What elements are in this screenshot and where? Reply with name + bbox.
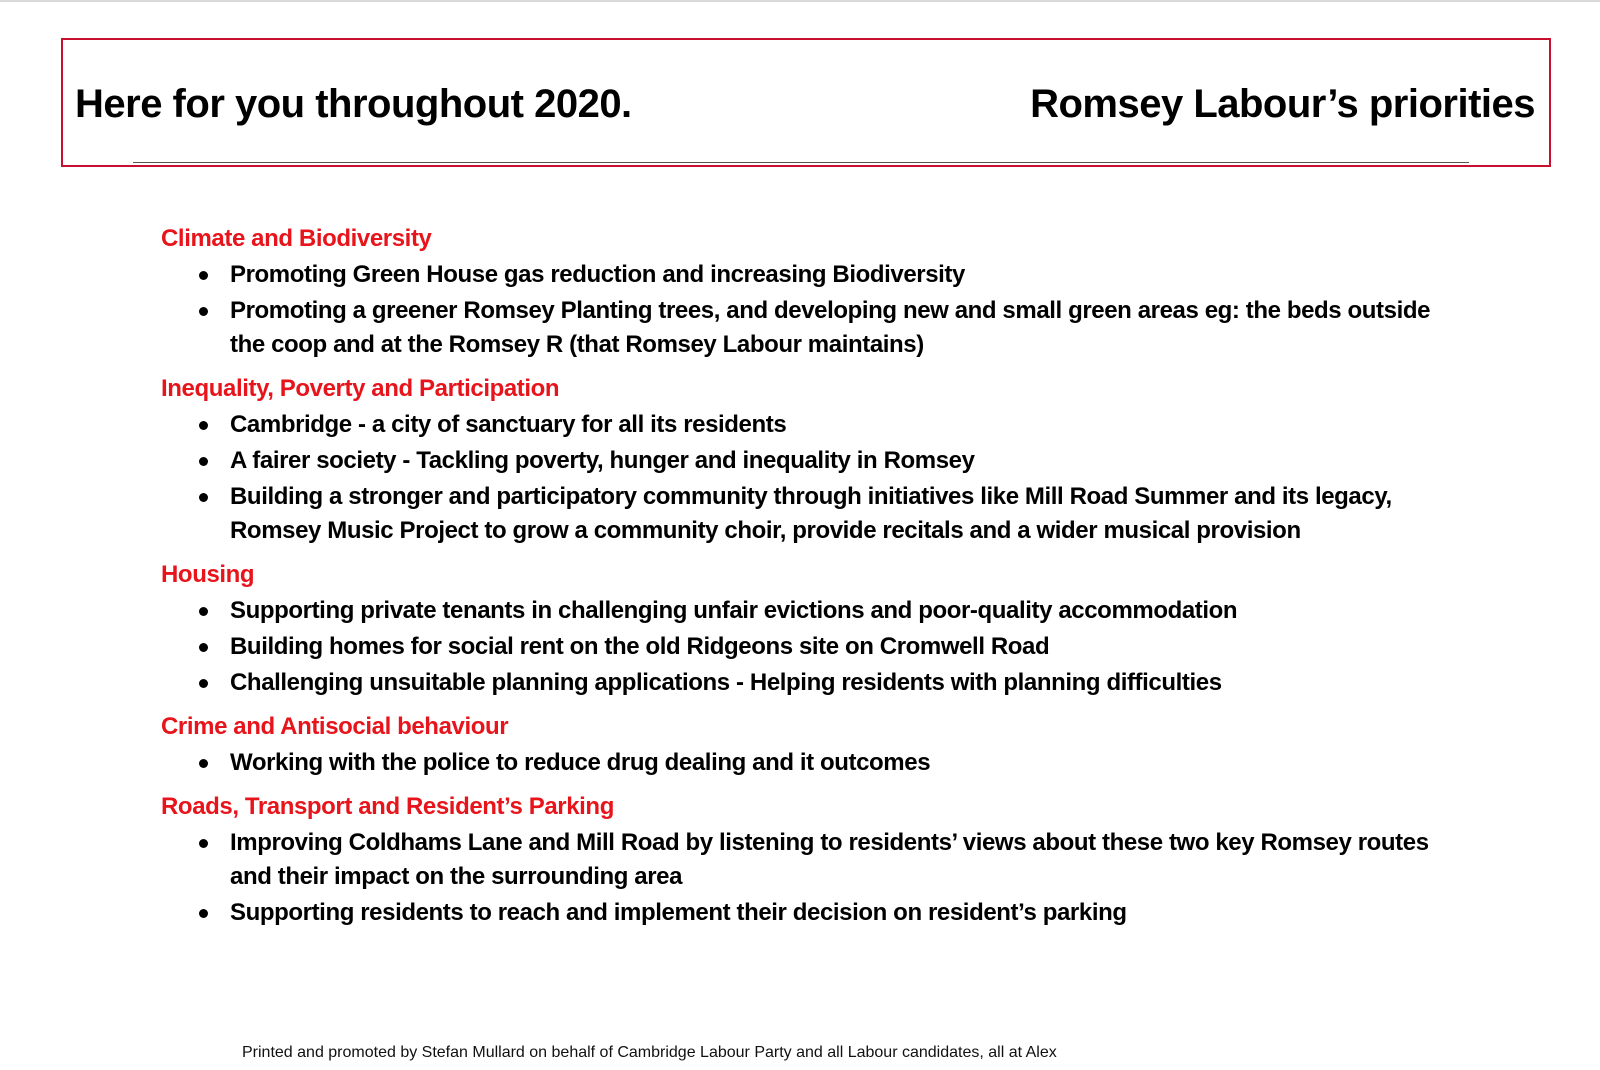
bullet-list <box>161 258 1461 362</box>
bullet-icon <box>199 457 208 466</box>
list-item-text: Challenging unsuitable planning applications - Helping residents with planning difficulties <box>230 669 1222 696</box>
bullet-list <box>161 826 1461 930</box>
list-item <box>161 258 1461 292</box>
bullet-icon <box>199 909 208 918</box>
bullet-icon <box>199 839 208 848</box>
bullet-icon <box>199 607 208 616</box>
page-top-edge <box>0 0 1600 2</box>
list-item-text: Supporting private tenants in challenging unfair evictions and poor-quality accommodation <box>230 597 1238 624</box>
section-heading: Inequality, Poverty and Participation <box>161 375 560 402</box>
bullet-icon <box>199 679 208 688</box>
bullet-icon <box>199 759 208 768</box>
list-item-text: Supporting residents to reach and implement their decision on resident’s parking <box>230 899 1127 926</box>
section-roads <box>161 790 1461 930</box>
list-item <box>161 896 1461 930</box>
list-item-text: Building homes for social rent on the old Ridgeons site on Cromwell Road <box>230 633 1050 660</box>
section-crime <box>161 710 1461 780</box>
list-item-text: Promoting a greener Romsey Planting trees, and developing new and small green areas eg: the beds outside the coop and at the Romsey R (that Romsey Labour maintains) <box>230 297 1431 358</box>
list-item <box>161 630 1461 664</box>
list-item <box>161 594 1461 628</box>
list-item <box>161 444 1461 478</box>
bullet-list <box>161 408 1461 548</box>
section-climate <box>161 222 1461 362</box>
list-item <box>161 826 1461 894</box>
section-heading: Housing <box>161 561 255 588</box>
header-divider <box>133 162 1469 163</box>
header-right-title: Romsey Labour’s priorities <box>1030 82 1535 126</box>
section-housing <box>161 558 1461 700</box>
bullet-icon <box>199 421 208 430</box>
header-left-title: Here for you throughout 2020. <box>75 82 632 126</box>
footer-imprint: Printed and promoted by Stefan Mullard on behalf of Cambridge Labour Party and all Labour candidates, all at Alex <box>242 1044 1057 1061</box>
priorities-content <box>161 222 1461 930</box>
list-item-text: Cambridge - a city of sanctuary for all its residents <box>230 411 787 438</box>
list-item-text: Improving Coldhams Lane and Mill Road by listening to residents’ views about these two key Romsey routes and their impact on the surrounding area <box>230 829 1429 890</box>
list-item <box>161 666 1461 700</box>
list-item <box>161 480 1461 548</box>
list-item <box>161 294 1461 362</box>
header-box <box>61 38 1551 167</box>
bullet-icon <box>199 493 208 502</box>
bullet-list <box>161 594 1461 700</box>
section-heading: Crime and Antisocial behaviour <box>161 713 509 740</box>
bullet-list <box>161 746 1461 780</box>
bullet-icon <box>199 271 208 280</box>
list-item-text: Promoting Green House gas reduction and increasing Biodiversity <box>230 261 965 288</box>
bullet-icon <box>199 307 208 316</box>
section-inequality <box>161 372 1461 548</box>
list-item-text: Building a stronger and participatory community through initiatives like Mill Road Summer and its legacy, Romsey Music Project to grow a community choir, provide recitals and a wider musical provision <box>230 483 1392 544</box>
list-item <box>161 408 1461 442</box>
list-item-text: A fairer society - Tackling poverty, hunger and inequality in Romsey <box>230 447 975 474</box>
list-item <box>161 746 1461 780</box>
section-heading: Roads, Transport and Resident’s Parking <box>161 793 614 820</box>
list-item-text: Working with the police to reduce drug dealing and it outcomes <box>230 749 931 776</box>
section-heading: Climate and Biodiversity <box>161 225 432 252</box>
bullet-icon <box>199 643 208 652</box>
